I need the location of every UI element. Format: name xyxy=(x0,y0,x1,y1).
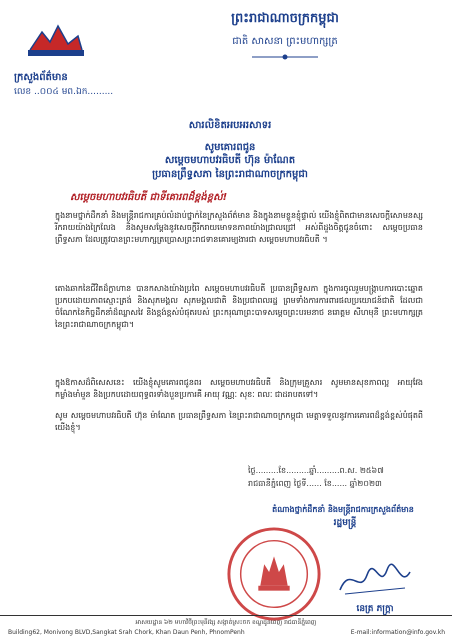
minister-role: រដ្ឋមន្ត្រី xyxy=(333,518,357,528)
footer-address-khmer: អាសយដ្ឋាន ៦២ មហាវិថីព្រះមុនីវង្ស សង្កាត់ស្រះចក ខណ្ឌដូនពេញ រាជធានីភ្នំពេញ xyxy=(135,619,317,626)
paragraph-2: តោងឆាកនៃជីវិតដ៏ក្លាហាន បានកសាងយ៉ាងប្រពៃ សម្តេចមហាបវរធិបតី ប្រធានព្រឹទ្ធសភា ក្នុងការចូលរួមបង្ក្រាបការបោះឆ្នោតប្រកបដោយភាពស្មោះត្រង់ និងសុភមង្គល សុភមង្គលជាតិ និងប្រជាពលរដ្ឋ ព្រមទាំងការការពារផលប្រយោជន៍ជាតិ ដែលជាចំណែកនៃកិច្ចដឹកនាំដ៏ឈ្លាសវៃ និងខ្ពង់ខ្ពស់បំផុតរបស់ ព្រះករុណាព្រះបាទសម្តេចព្រះបរមនាថ នរោត្តម សីហមុនី ព្រះមហាក្សត្រ នៃព្រះរាជាណាចក្រកម្ពុជា។ xyxy=(55,284,423,329)
paragraph-1: ក្នុងនាមថ្នាក់ដឹកនាំ និងមន្ត្រីរាជការគ្រប់លំដាប់ថ្នាក់នៃក្រសួងព័ត៌មាន និងក្នុងនាមខ្លួនខ្ញុំផ្ទាល់ យើងខ្ញុំពិតជាមានសេចក្តីសោមនស្សរីករាយយ៉ាងក្រៃលែង និងសូមសម្តែងនូវសេចក្តីរីករាយមោទនភាពយ៉ាងជ្រាលជ្រៅ អស់ពីដួងចិត្តជូនចំពោះ សម្តេចប្រធានព្រឹទ្ធសភា ដែលត្រូវបានព្រះមហាក្សត្រប្រោសព្រះរាជទានគោរម្យងារជា សម្តេចមហាបវរធិបតី ។ xyxy=(55,211,423,244)
paragraph-4: សូម សម្តេចមហាបវរធិបតី ហ៊ុន ម៉ាណែត ប្រធានព្រឹទ្ធសភា នៃព្រះរាជាណាចក្រកម្ពុជា មេត្តាទទួលនូវការគោរពដ៏ខ្ពង់ខ្ពស់បំផុតពីយើងខ្ញុំ។ xyxy=(55,411,423,432)
footer-address: Building62, Monivong BLVD,Sangkat Srah Chork, Khan Daun Penh, PhnomPenh xyxy=(8,629,245,636)
official-seal-icon xyxy=(225,525,323,623)
footer-email: E-mail:information@info.gov.kh xyxy=(350,629,445,636)
reference-number: លេខ ..០០៤ មព.ឯក......... xyxy=(14,87,114,97)
recipient-name: សម្តេចមហាបវរធិបតី ហ៊ុន ម៉ាណែត xyxy=(164,155,296,166)
ornament-divider xyxy=(250,52,320,62)
motto: ជាតិ សាសនា ព្រះមហាក្សត្រ xyxy=(232,36,338,47)
ministry-name: ក្រសួងព័ត៌មាន xyxy=(14,72,68,83)
minister-name: នេត្រ ភក្ត្រា xyxy=(356,604,394,614)
document-type: សារលិខិតអបអរសាទរ xyxy=(188,120,272,131)
signature xyxy=(335,560,415,600)
ministry-logo xyxy=(20,14,90,64)
kingdom-title: ព្រះរាជាណាចក្រកម្ពុជា xyxy=(231,11,339,26)
signatory-title: តំណាងថ្នាក់ដឹកនាំ និងមន្ត្រីរាជការក្រសួងព័ត៌មាន xyxy=(272,505,414,514)
salutation: សម្តេចមហាបវរធិបតី ជាទីគោរពដ៏ខ្ពង់ខ្ពស់! xyxy=(70,192,228,203)
paragraph-3: ក្នុងឱកាសដ៏ពិសេសនេះ យើងខ្ញុំសូមគោរពជូនពរ សម្តេចមហាបវរធិបតី និងក្រុមគ្រួសារ សូមមានសុខភាពល្អ អាយុវែង កម្លាំងមាំមួន និងប្រកបដោយពុទ្ធពរទាំងបួនប្រការគឺ អាយុ វណ្ណៈ សុខៈ ពលៈ ជាដរាបតទៅ។ xyxy=(55,378,423,399)
recipient-label: សូមគោរពជូន xyxy=(204,142,256,153)
footer-divider xyxy=(0,615,452,616)
recipient-title: ប្រធានព្រឹទ្ធសភា នៃព្រះរាជាណាចក្រកម្ពុជា xyxy=(152,169,308,180)
lunar-date: ថ្ងៃ.........ខែ.........ឆ្នាំ.........ព.ស. ២៥៦៧ xyxy=(248,466,384,475)
solar-date: រាជធានីភ្នំពេញ ថ្ងៃទី...... ខែ...... ឆ្នាំ២០២៣ xyxy=(248,479,382,488)
